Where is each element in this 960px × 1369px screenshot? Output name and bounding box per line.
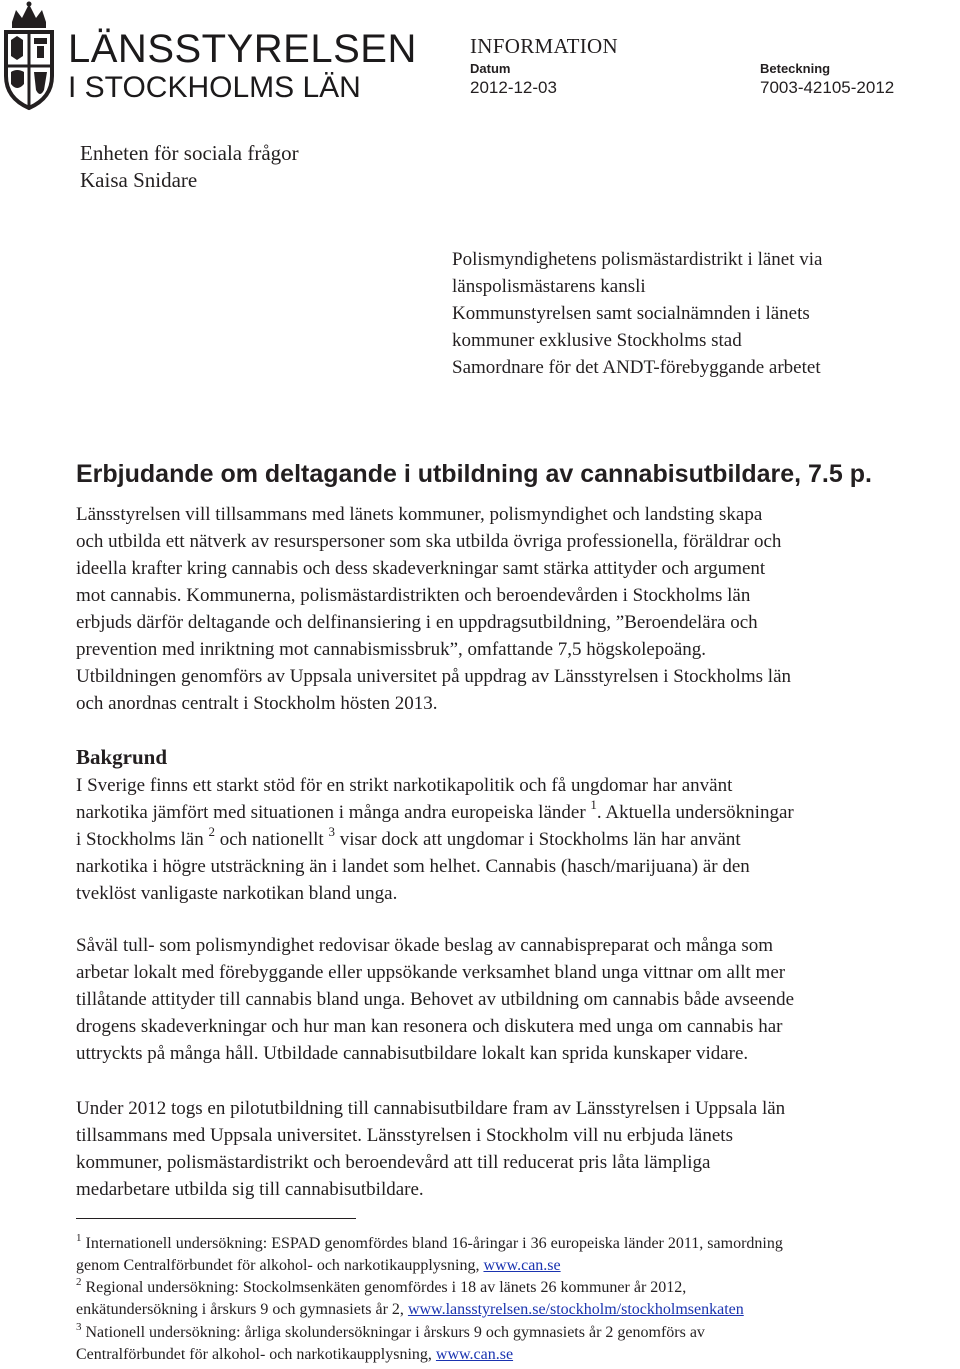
footnote-line bbox=[76, 1277, 960, 1299]
footnote-ref-3: 3 bbox=[328, 823, 335, 839]
document-type: INFORMATION bbox=[470, 34, 618, 58]
document-heading: Erbjudande om deltagande i utbildning av cannabisutbildare, 7.5 p. bbox=[76, 460, 872, 488]
text-line: narkotika i högre utsträckning än i landet som helhet. Cannabis (hasch/marijuana) är den bbox=[76, 856, 750, 877]
text-span: Internationell undersökning: ESPAD genomfördes bland 16-åringar i 36 europeiska länder 2011, samordning bbox=[81, 1235, 783, 1252]
text-span: Regional undersökning: Stockolmsenkäten genomfördes i 18 av länets 26 kommuner år 2012, bbox=[81, 1279, 687, 1296]
intro-paragraph bbox=[76, 501, 960, 717]
coat-of-arms-icon bbox=[0, 0, 58, 112]
footnote-line bbox=[76, 1344, 960, 1366]
text-line: arbetar lokalt med förebyggande eller uppsökande verksamhet bland unga vittnar om allt mer bbox=[76, 962, 786, 983]
text-line: Såväl tull- som polismyndighet redovisar ökade beslag av cannabispreparat och många som bbox=[76, 935, 774, 956]
sender-name: Kaisa Snidare bbox=[80, 168, 198, 192]
reference-value: 7003-42105-2012 bbox=[760, 78, 895, 97]
seizures-paragraph bbox=[76, 932, 960, 1067]
background-paragraph bbox=[76, 772, 960, 907]
text-line: och utbilda ett nätverk av resurspersoner som ska utbilda övriga professionella, föräldrar och bbox=[76, 531, 782, 552]
footnote-number: 2 bbox=[76, 1275, 82, 1288]
text-line bbox=[76, 823, 960, 853]
reference-label: Beteckning bbox=[760, 61, 831, 76]
footnote-separator bbox=[76, 1218, 356, 1219]
recipient-line: Kommunstyrelsen samt socialnämnden i länets bbox=[452, 303, 810, 324]
text-line bbox=[76, 796, 960, 826]
text-line: I Sverige finns ett starkt stöd för en strikt narkotikapolitik och få ungdomar har använt bbox=[76, 775, 733, 796]
footnote-3 bbox=[76, 1322, 960, 1366]
footnote-line bbox=[76, 1299, 960, 1321]
text-span: genom Centralförbundet för alkohol- och narkotikaupplysning, bbox=[76, 1257, 484, 1274]
text-span: Nationell undersökning: årliga skolundersökningar i årskurs 9 och gymnasiets år 2 genomförs av bbox=[81, 1324, 705, 1341]
footnote-1 bbox=[76, 1233, 960, 1277]
recipient-line: länspolismästarens kansli bbox=[452, 276, 646, 297]
footnote-2 bbox=[76, 1277, 960, 1321]
text-line: ideella krafter kring cannabis och dess skadeverkningar samt stärka attityder och argument bbox=[76, 558, 766, 579]
footnote-ref-2: 2 bbox=[208, 823, 215, 839]
logo-wordmark-line1: LÄNSSTYRELSEN bbox=[68, 27, 417, 71]
text-line: uttryckts på många håll. Utbildade cannabisutbildare lokalt kan sprida kunskaper vidare. bbox=[76, 1043, 749, 1064]
text-span: narkotika jämfört med situationen i många andra europeiska länder bbox=[76, 802, 591, 823]
footnote-ref-1: 1 bbox=[590, 796, 597, 812]
text-line: tillåtande attityder till cannabis bland unga. Behovet av utbildning om cannabis både avseende bbox=[76, 989, 795, 1010]
text-line: erbjuds därför deltagande och delfinansiering i en uppdragsutbildning, ”Beroendelära och bbox=[76, 612, 758, 633]
recipient-list bbox=[452, 246, 822, 381]
text-line: Utbildningen genomförs av Uppsala universitet på uppdrag av Länsstyrelsen i Stockholms län bbox=[76, 666, 791, 687]
footnote-line bbox=[76, 1255, 960, 1277]
text-line: prevention med inriktning mot cannabismissbruk”, omfattande 7,5 högskolepoäng. bbox=[76, 639, 707, 660]
text-line: tillsammans med Uppsala universitet. Länsstyrelsen i Stockholm vill nu erbjuda länets bbox=[76, 1125, 733, 1146]
pilot-paragraph bbox=[76, 1095, 960, 1203]
text-span: visar dock att ungdomar i Stockholms län har använt bbox=[334, 829, 741, 850]
date-value: 2012-12-03 bbox=[470, 78, 557, 97]
text-span: . Aktuella undersökningar bbox=[596, 802, 794, 823]
text-line: medarbetare utbilda sig till cannabisutbildare. bbox=[76, 1179, 424, 1200]
link-can[interactable]: www.can.se bbox=[435, 1346, 514, 1363]
link-stockholmsenkaten[interactable]: www.lansstyrelsen.se/stockholm/stockholmsenkaten bbox=[407, 1301, 744, 1318]
sender-block bbox=[80, 140, 299, 194]
sender-unit: Enheten för sociala frågor bbox=[80, 141, 299, 165]
recipient-line: kommuner exklusive Stockholms stad bbox=[452, 330, 742, 351]
link-can[interactable]: www.can.se bbox=[483, 1257, 561, 1274]
text-line: drogens skadeverkningar och hur man kan resonera och diskutera med unga om cannabis har bbox=[76, 1016, 783, 1037]
text-span: i Stockholms län bbox=[76, 829, 209, 850]
text-line: tveklöst vanligaste narkotikan bland unga. bbox=[76, 883, 398, 904]
text-span: och nationellt bbox=[214, 829, 329, 850]
footnote-line bbox=[76, 1322, 960, 1344]
text-line: och anordnas centralt i Stockholm hösten 2013. bbox=[76, 693, 438, 714]
recipient-line: Polismyndighetens polismästardistrikt i länet via bbox=[452, 249, 823, 270]
footnote-line bbox=[76, 1233, 960, 1255]
section-heading-background: Bakgrund bbox=[76, 745, 168, 769]
text-span: Centralförbundet för alkohol- och narkotikaupplysning, bbox=[76, 1346, 436, 1363]
text-line: Under 2012 togs en pilotutbildning till cannabisutbildare fram av Länsstyrelsen i Uppsala län bbox=[76, 1098, 786, 1119]
recipient-line: Samordnare för det ANDT-förebyggande arbetet bbox=[452, 357, 821, 378]
logo-wordmark-line2: I STOCKHOLMS LÄN bbox=[68, 71, 361, 104]
text-line: Länsstyrelsen vill tillsammans med länets kommuner, polismyndighet och landsting skapa bbox=[76, 504, 763, 525]
text-line: mot cannabis. Kommunerna, polismästardistrikten och beroendevården i Stockholms län bbox=[76, 585, 751, 606]
text-line: kommuner, polismästardistrikt och beroendevård att till reducerat pris låta lämpliga bbox=[76, 1152, 711, 1173]
footnote-number: 1 bbox=[76, 1231, 82, 1244]
footnote-number: 3 bbox=[76, 1320, 82, 1333]
date-label: Datum bbox=[470, 61, 511, 76]
text-span: enkätundersökning i årskurs 9 och gymnasiets år 2, bbox=[76, 1301, 408, 1318]
